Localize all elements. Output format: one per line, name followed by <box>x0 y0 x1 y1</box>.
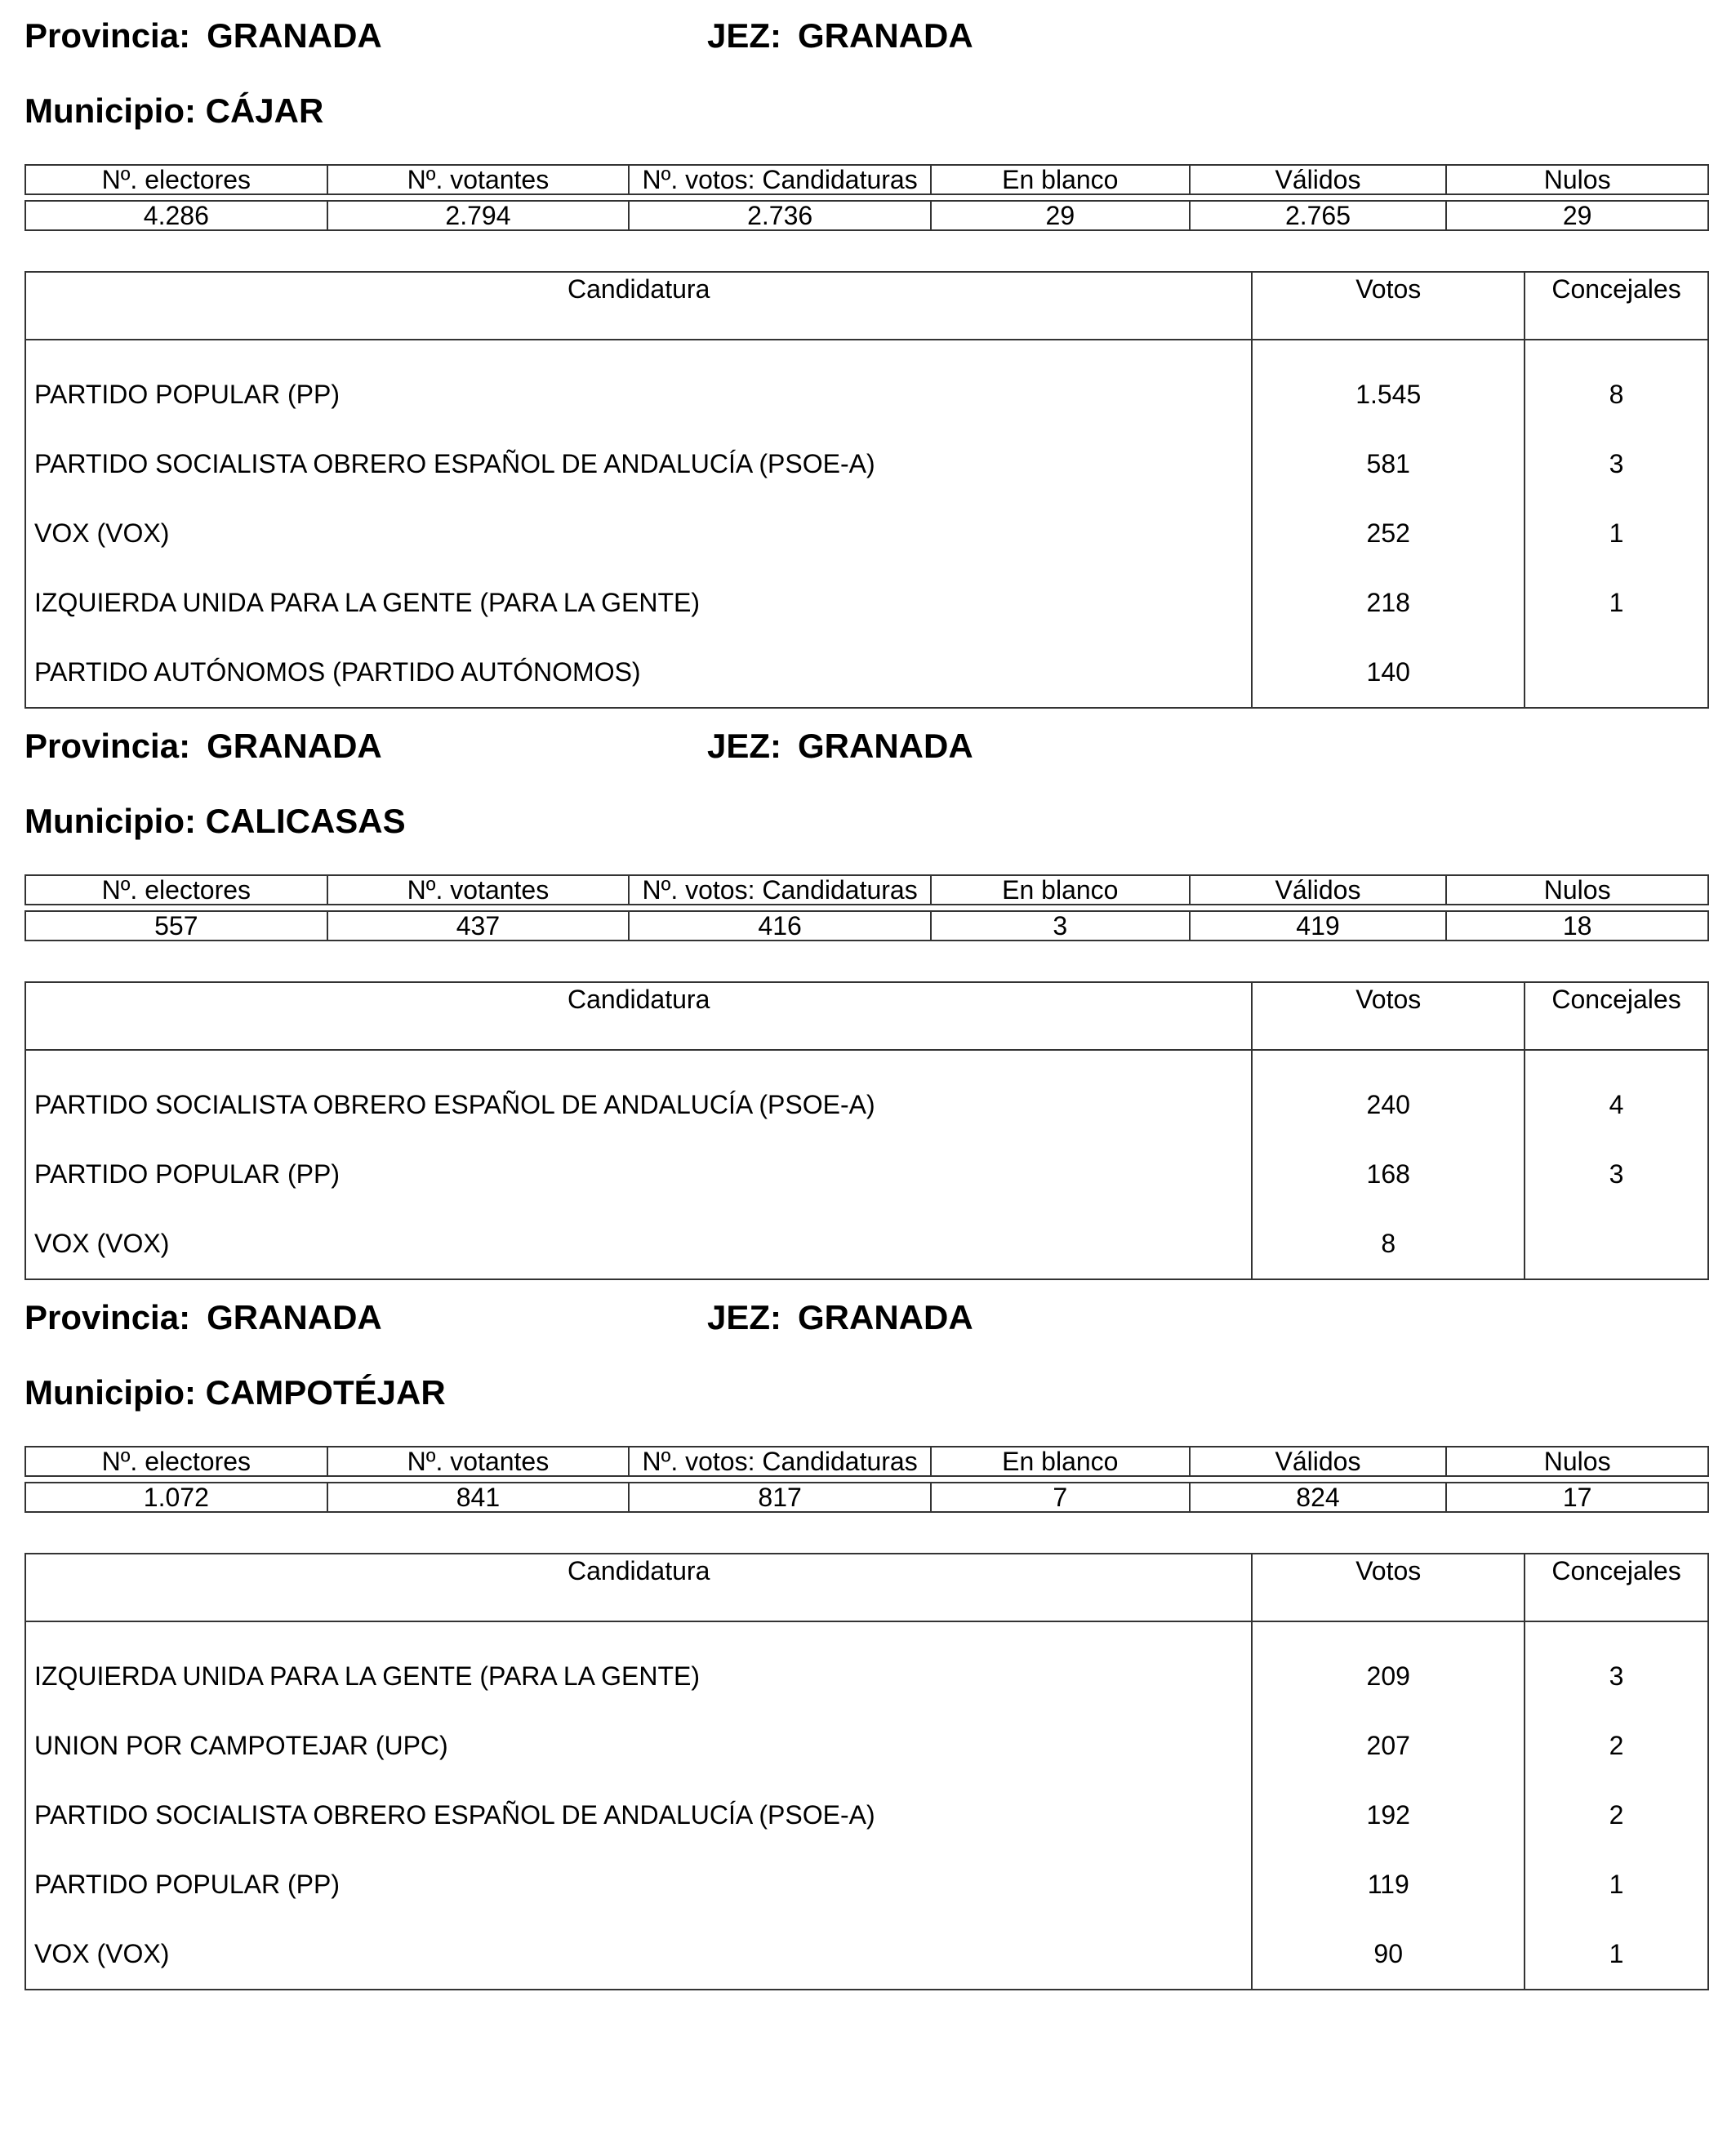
summary-value-cell: 419 <box>1190 911 1447 941</box>
candidatura-concejales <box>1525 1209 1708 1279</box>
votos-header: Votos <box>1252 982 1525 1050</box>
jez-line <box>707 16 973 56</box>
candidatura-name: IZQUIERDA UNIDA PARA LA GENTE (PARA LA GENTE) <box>25 1621 1252 1711</box>
candidatura-votos: 140 <box>1252 638 1525 708</box>
candidatura-header: Candidatura <box>25 982 1252 1050</box>
candidatura-votos: 168 <box>1252 1140 1525 1209</box>
candidatura-concejales: 1 <box>1609 1939 1624 1968</box>
provincia-line <box>24 727 382 766</box>
provincia-value: GRANADA <box>207 727 382 765</box>
summary-header-cell: Nº. votantes <box>327 875 630 905</box>
municipio-title <box>24 1373 446 1412</box>
municipio-label: Municipio: <box>24 802 196 840</box>
summary-value-cell: 557 <box>25 911 327 941</box>
summary-value-cell: 18 <box>1446 911 1708 941</box>
summary-table <box>24 874 1709 941</box>
candidatura-name: VOX (VOX) <box>25 1919 1252 1990</box>
summary-header-cell: Nulos <box>1446 165 1708 194</box>
summary-value-cell: 824 <box>1190 1483 1447 1512</box>
concejales-header: Concejales <box>1525 982 1708 1050</box>
summary-value-cell: 437 <box>327 911 630 941</box>
candidatura-votos: 192 <box>1252 1781 1525 1850</box>
candidatura-concejales: 1 <box>1609 588 1624 617</box>
provincia-value: GRANADA <box>207 16 382 55</box>
candidatura-concejales: 8 <box>1609 380 1624 409</box>
votos-header: Votos <box>1252 272 1525 340</box>
summary-value-cell: 29 <box>1446 201 1708 230</box>
summary-value-cell: 817 <box>629 1483 931 1512</box>
summary-value-cell: 416 <box>629 911 931 941</box>
summary-value-cell: 2.736 <box>629 201 931 230</box>
candidatura-header: Candidatura <box>25 1554 1252 1621</box>
jez-line <box>707 727 973 766</box>
candidatura-votos: 218 <box>1252 568 1525 638</box>
candidaturas-table <box>24 1553 1709 1990</box>
table-row <box>25 1850 1708 1919</box>
provincia-label: Provincia: <box>24 1298 191 1336</box>
table-row <box>25 1140 1708 1209</box>
candidatura-votos: 209 <box>1252 1621 1525 1711</box>
summary-header-cell: Válidos <box>1190 165 1447 194</box>
summary-header-row <box>25 875 1708 905</box>
table-row <box>25 568 1708 638</box>
candidatura-name: VOX (VOX) <box>25 1209 1252 1279</box>
summary-header-cell: Nulos <box>1446 875 1708 905</box>
candidatura-concejales: 3 <box>1609 1159 1624 1189</box>
table-row <box>25 638 1708 708</box>
table-row <box>25 499 1708 568</box>
jez-line <box>707 1298 973 1337</box>
candidaturas-table <box>24 271 1709 709</box>
municipio-title <box>24 91 323 131</box>
municipio-value: CÁJAR <box>205 91 324 130</box>
candidaturas-table <box>24 981 1709 1280</box>
candidatura-concejales <box>1525 638 1708 708</box>
summary-values-row <box>25 1483 1708 1512</box>
candidatura-name: PARTIDO SOCIALISTA OBRERO ESPAÑOL DE ANDALUCÍA (PSOE-A) <box>25 1050 1252 1140</box>
provincia-line <box>24 16 382 56</box>
summary-value-cell: 17 <box>1446 1483 1708 1512</box>
summary-table <box>24 164 1709 231</box>
table-row <box>25 1711 1708 1781</box>
candidatura-concejales: 4 <box>1609 1090 1624 1119</box>
votos-header: Votos <box>1252 1554 1525 1621</box>
candidatura-concejales: 2 <box>1609 1800 1624 1830</box>
summary-header-cell: Nº. electores <box>25 875 327 905</box>
municipio-value: CALICASAS <box>205 802 406 840</box>
summary-header-cell: Nº. electores <box>25 1447 327 1476</box>
provincia-line <box>24 1298 382 1337</box>
provincia-label: Provincia: <box>24 727 191 765</box>
candidatura-name: PARTIDO AUTÓNOMOS (PARTIDO AUTÓNOMOS) <box>25 638 1252 708</box>
candidatura-name: PARTIDO POPULAR (PP) <box>25 1850 1252 1919</box>
candidatura-votos: 90 <box>1252 1919 1525 1990</box>
candidatura-concejales: 2 <box>1609 1731 1624 1760</box>
candidatura-concejales: 3 <box>1609 449 1624 478</box>
concejales-header: Concejales <box>1525 272 1708 340</box>
municipio-label: Municipio: <box>24 91 196 130</box>
table-row <box>25 1781 1708 1850</box>
concejales-header: Concejales <box>1525 1554 1708 1621</box>
candidatura-votos: 8 <box>1252 1209 1525 1279</box>
summary-value-cell: 4.286 <box>25 201 327 230</box>
summary-value-cell: 2.794 <box>327 201 630 230</box>
table-row <box>25 1919 1708 1990</box>
summary-header-cell: Nº. votos: Candidaturas <box>629 875 931 905</box>
summary-header-cell: En blanco <box>931 875 1190 905</box>
summary-values-row <box>25 201 1708 230</box>
summary-header-cell: Válidos <box>1190 1447 1447 1476</box>
table-row <box>25 429 1708 499</box>
summary-header-cell: Nº. votantes <box>327 1447 630 1476</box>
candidatura-votos: 581 <box>1252 429 1525 499</box>
provincia-value: GRANADA <box>207 1298 382 1336</box>
jez-label: JEZ: <box>707 1298 782 1336</box>
candidatura-name: UNION POR CAMPOTEJAR (UPC) <box>25 1711 1252 1781</box>
summary-header-cell: Nº. votantes <box>327 165 630 194</box>
candidatura-name: PARTIDO SOCIALISTA OBRERO ESPAÑOL DE ANDALUCÍA (PSOE-A) <box>25 429 1252 499</box>
summary-header-row <box>25 1447 1708 1476</box>
jez-value: GRANADA <box>798 727 973 765</box>
candidatura-concejales: 1 <box>1609 518 1624 548</box>
summary-header-cell: Nulos <box>1446 1447 1708 1476</box>
table-row <box>25 340 1708 429</box>
candidatura-name: PARTIDO POPULAR (PP) <box>25 1140 1252 1209</box>
table-row <box>25 1050 1708 1140</box>
summary-value-cell: 29 <box>931 201 1190 230</box>
jez-value: GRANADA <box>798 16 973 55</box>
candidatura-votos: 119 <box>1252 1850 1525 1919</box>
candidaturas-header-row <box>25 272 1708 340</box>
summary-header-cell: Nº. electores <box>25 165 327 194</box>
candidatura-name: PARTIDO POPULAR (PP) <box>25 340 1252 429</box>
candidatura-votos: 252 <box>1252 499 1525 568</box>
municipio-title <box>24 802 406 841</box>
summary-header-cell: Válidos <box>1190 875 1447 905</box>
summary-value-cell: 841 <box>327 1483 630 1512</box>
summary-table <box>24 1446 1709 1513</box>
summary-header-cell: En blanco <box>931 1447 1190 1476</box>
candidatura-name: PARTIDO SOCIALISTA OBRERO ESPAÑOL DE ANDALUCÍA (PSOE-A) <box>25 1781 1252 1850</box>
provincia-label: Provincia: <box>24 16 191 55</box>
table-row <box>25 1621 1708 1711</box>
municipio-value: CAMPOTÉJAR <box>205 1373 446 1412</box>
jez-label: JEZ: <box>707 16 782 55</box>
table-row <box>25 1209 1708 1279</box>
candidaturas-header-row <box>25 982 1708 1050</box>
summary-header-cell: Nº. votos: Candidaturas <box>629 165 931 194</box>
jez-value: GRANADA <box>798 1298 973 1336</box>
candidatura-votos: 1.545 <box>1252 340 1525 429</box>
candidatura-votos: 207 <box>1252 1711 1525 1781</box>
candidatura-concejales: 3 <box>1609 1661 1624 1691</box>
summary-value-cell: 2.765 <box>1190 201 1447 230</box>
summary-header-cell: Nº. votos: Candidaturas <box>629 1447 931 1476</box>
candidaturas-header-row <box>25 1554 1708 1621</box>
summary-value-cell: 7 <box>931 1483 1190 1512</box>
candidatura-name: IZQUIERDA UNIDA PARA LA GENTE (PARA LA GENTE) <box>25 568 1252 638</box>
municipio-label: Municipio: <box>24 1373 196 1412</box>
summary-values-row <box>25 911 1708 941</box>
jez-label: JEZ: <box>707 727 782 765</box>
candidatura-votos: 240 <box>1252 1050 1525 1140</box>
candidatura-concejales: 1 <box>1609 1870 1624 1899</box>
summary-value-cell: 1.072 <box>25 1483 327 1512</box>
summary-header-row <box>25 165 1708 194</box>
summary-value-cell: 3 <box>931 911 1190 941</box>
summary-header-cell: En blanco <box>931 165 1190 194</box>
candidatura-name: VOX (VOX) <box>25 499 1252 568</box>
candidatura-header: Candidatura <box>25 272 1252 340</box>
